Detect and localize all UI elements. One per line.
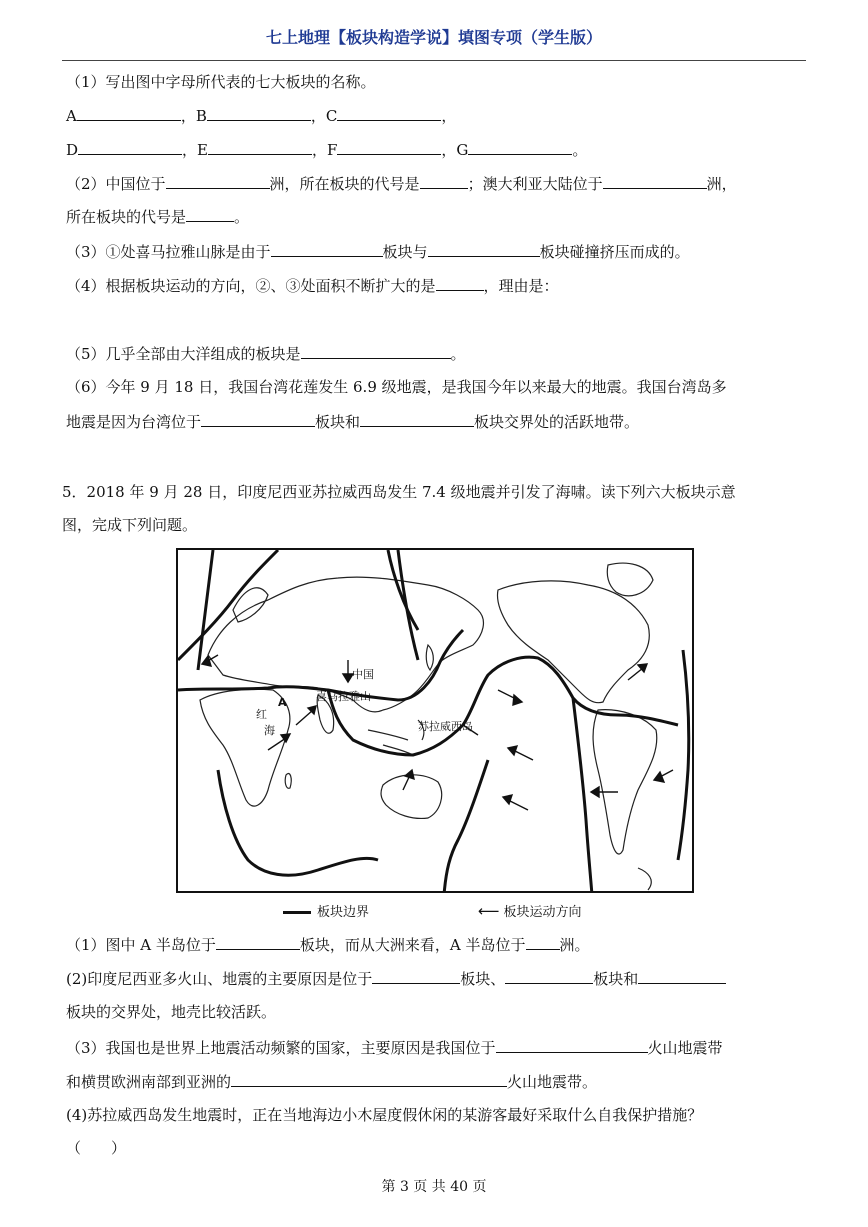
answer-blank[interactable] (271, 241, 383, 257)
label-red-sea-1: 红 (256, 708, 267, 721)
answer-blank[interactable] (337, 139, 441, 155)
south-america-outline (593, 710, 657, 854)
africa-outline (200, 689, 290, 806)
greenland-outline (607, 563, 653, 596)
north-america-outline (497, 581, 649, 703)
answer-blank[interactable] (166, 173, 270, 189)
boundary-pacific-south (444, 760, 488, 893)
answer-blank[interactable] (428, 241, 540, 257)
q4-row1: A ，B ，C ， (66, 107, 457, 125)
plate-map (176, 548, 694, 893)
q5-part1: （1）图中 A 半岛位于 板块，而从大洲来看，A 半岛位于 洲。 (66, 936, 590, 954)
answer-blank[interactable] (360, 411, 474, 427)
answer-blank[interactable] (216, 934, 300, 950)
arrow (296, 710, 313, 725)
answer-blank[interactable] (207, 105, 311, 121)
answer-blank[interactable] (77, 105, 181, 121)
answer-blank[interactable] (337, 105, 441, 121)
q4-part6-cont: 地震是因为台湾位于 板块和 板块交界处的活跃地带。 (66, 413, 640, 431)
boundary-pacific-east (573, 698, 592, 893)
q4-part1: （1）写出图中字母所代表的七大板块的名称。 (66, 73, 376, 91)
label-china: 中国 (352, 668, 374, 681)
q4-part2: （2）中国位于 洲，所在板块的代号是 ；澳大利亚大陆位于 洲， (66, 175, 737, 193)
q5-part4-choice[interactable]: （ ） (66, 1139, 127, 1157)
answer-blank[interactable] (496, 1037, 648, 1053)
page-title: 七上地理【板块构造学说】填图专项（学生版） (265, 28, 602, 47)
q5-intro-cont: 图，完成下列问题。 (62, 516, 198, 534)
japan-outline (426, 645, 433, 670)
boundary-right-edge (678, 650, 689, 860)
q4-row2: D ，E ，F ，G 。 (66, 141, 588, 159)
antarctica-outline (638, 868, 651, 890)
arrow-left-icon: ⟵ (478, 902, 500, 920)
q5-part2-cont: 板块的交界处，地壳比较活跃。 (66, 1003, 277, 1021)
boundary-line-icon (283, 911, 311, 914)
answer-blank[interactable] (231, 1071, 507, 1087)
q5-part2: (2)印度尼西亚多火山、地震的主要原因是位于 板块、 板块和 (66, 968, 726, 989)
answer-blank[interactable] (603, 173, 707, 189)
boundary-eurasia-north (398, 550, 418, 660)
q5-part4: (4)苏拉威西岛发生地震时，正在当地海边小木屋度假休闲的某游客最好采取什么自我保护措施？ (66, 1106, 703, 1124)
answer-blank[interactable] (78, 139, 182, 155)
australia-outline (381, 775, 442, 819)
legend-boundary: 板块边界 (283, 901, 369, 920)
q4-part3: （3）①处喜马拉雅山脉是由于 板块与 板块碰撞挤压而成的。 (66, 243, 690, 261)
boundary-africa-south (218, 770, 378, 875)
q4-part2-cont: 所在板块的代号是 。 (66, 208, 250, 226)
answer-blank[interactable] (505, 968, 593, 984)
answer-blank[interactable] (201, 411, 315, 427)
legend-direction: ⟵ 板块运动方向 (478, 902, 582, 920)
q5-part3-cont: 和横贯欧洲南部到亚洲的 火山地震带。 (66, 1073, 598, 1091)
answer-blank[interactable] (638, 968, 726, 984)
q5-intro: 5．2018 年 9 月 28 日，印度尼西亚苏拉威西岛发生 7.4 级地震并引发了海啸。读下列六大板块示意 (62, 483, 736, 501)
answer-blank[interactable] (301, 343, 451, 359)
q4-part6: （6）今年 9 月 18 日，我国台湾花莲发生 6.9 级地震，是我国今年以来最大的地震。我国台湾岛多 (66, 378, 727, 396)
label-sulawesi: 苏拉威西岛 (418, 720, 473, 733)
answer-blank[interactable] (468, 139, 572, 155)
arrow (628, 668, 643, 680)
page-footer: 第 3 页 共 40 页 (381, 1179, 487, 1195)
label-red-sea-2: 海 (264, 724, 275, 737)
answer-blank[interactable] (526, 934, 560, 950)
page-header (62, 20, 806, 61)
q5-part3: （3）我国也是世界上地震活动频繁的国家，主要原因是我国位于 火山地震带 (66, 1039, 723, 1057)
answer-blank[interactable] (420, 173, 468, 189)
label-point-a: A (278, 696, 287, 709)
label-himalaya: 喜马拉雅山 (316, 690, 371, 703)
madagascar-outline (285, 773, 291, 788)
answer-blank[interactable] (208, 139, 312, 155)
arrow (513, 750, 533, 760)
answer-blank[interactable] (186, 206, 234, 222)
q4-part5: （5）几乎全部由大洋组成的板块是 。 (66, 345, 466, 363)
boundary-atlantic (198, 550, 213, 670)
q4-part4: （4）根据板块运动的方向，②、③处面积不断扩大的是 ，理由是： (66, 277, 559, 295)
arrow (508, 800, 528, 810)
answer-blank[interactable] (436, 275, 484, 291)
answer-blank[interactable] (372, 968, 460, 984)
